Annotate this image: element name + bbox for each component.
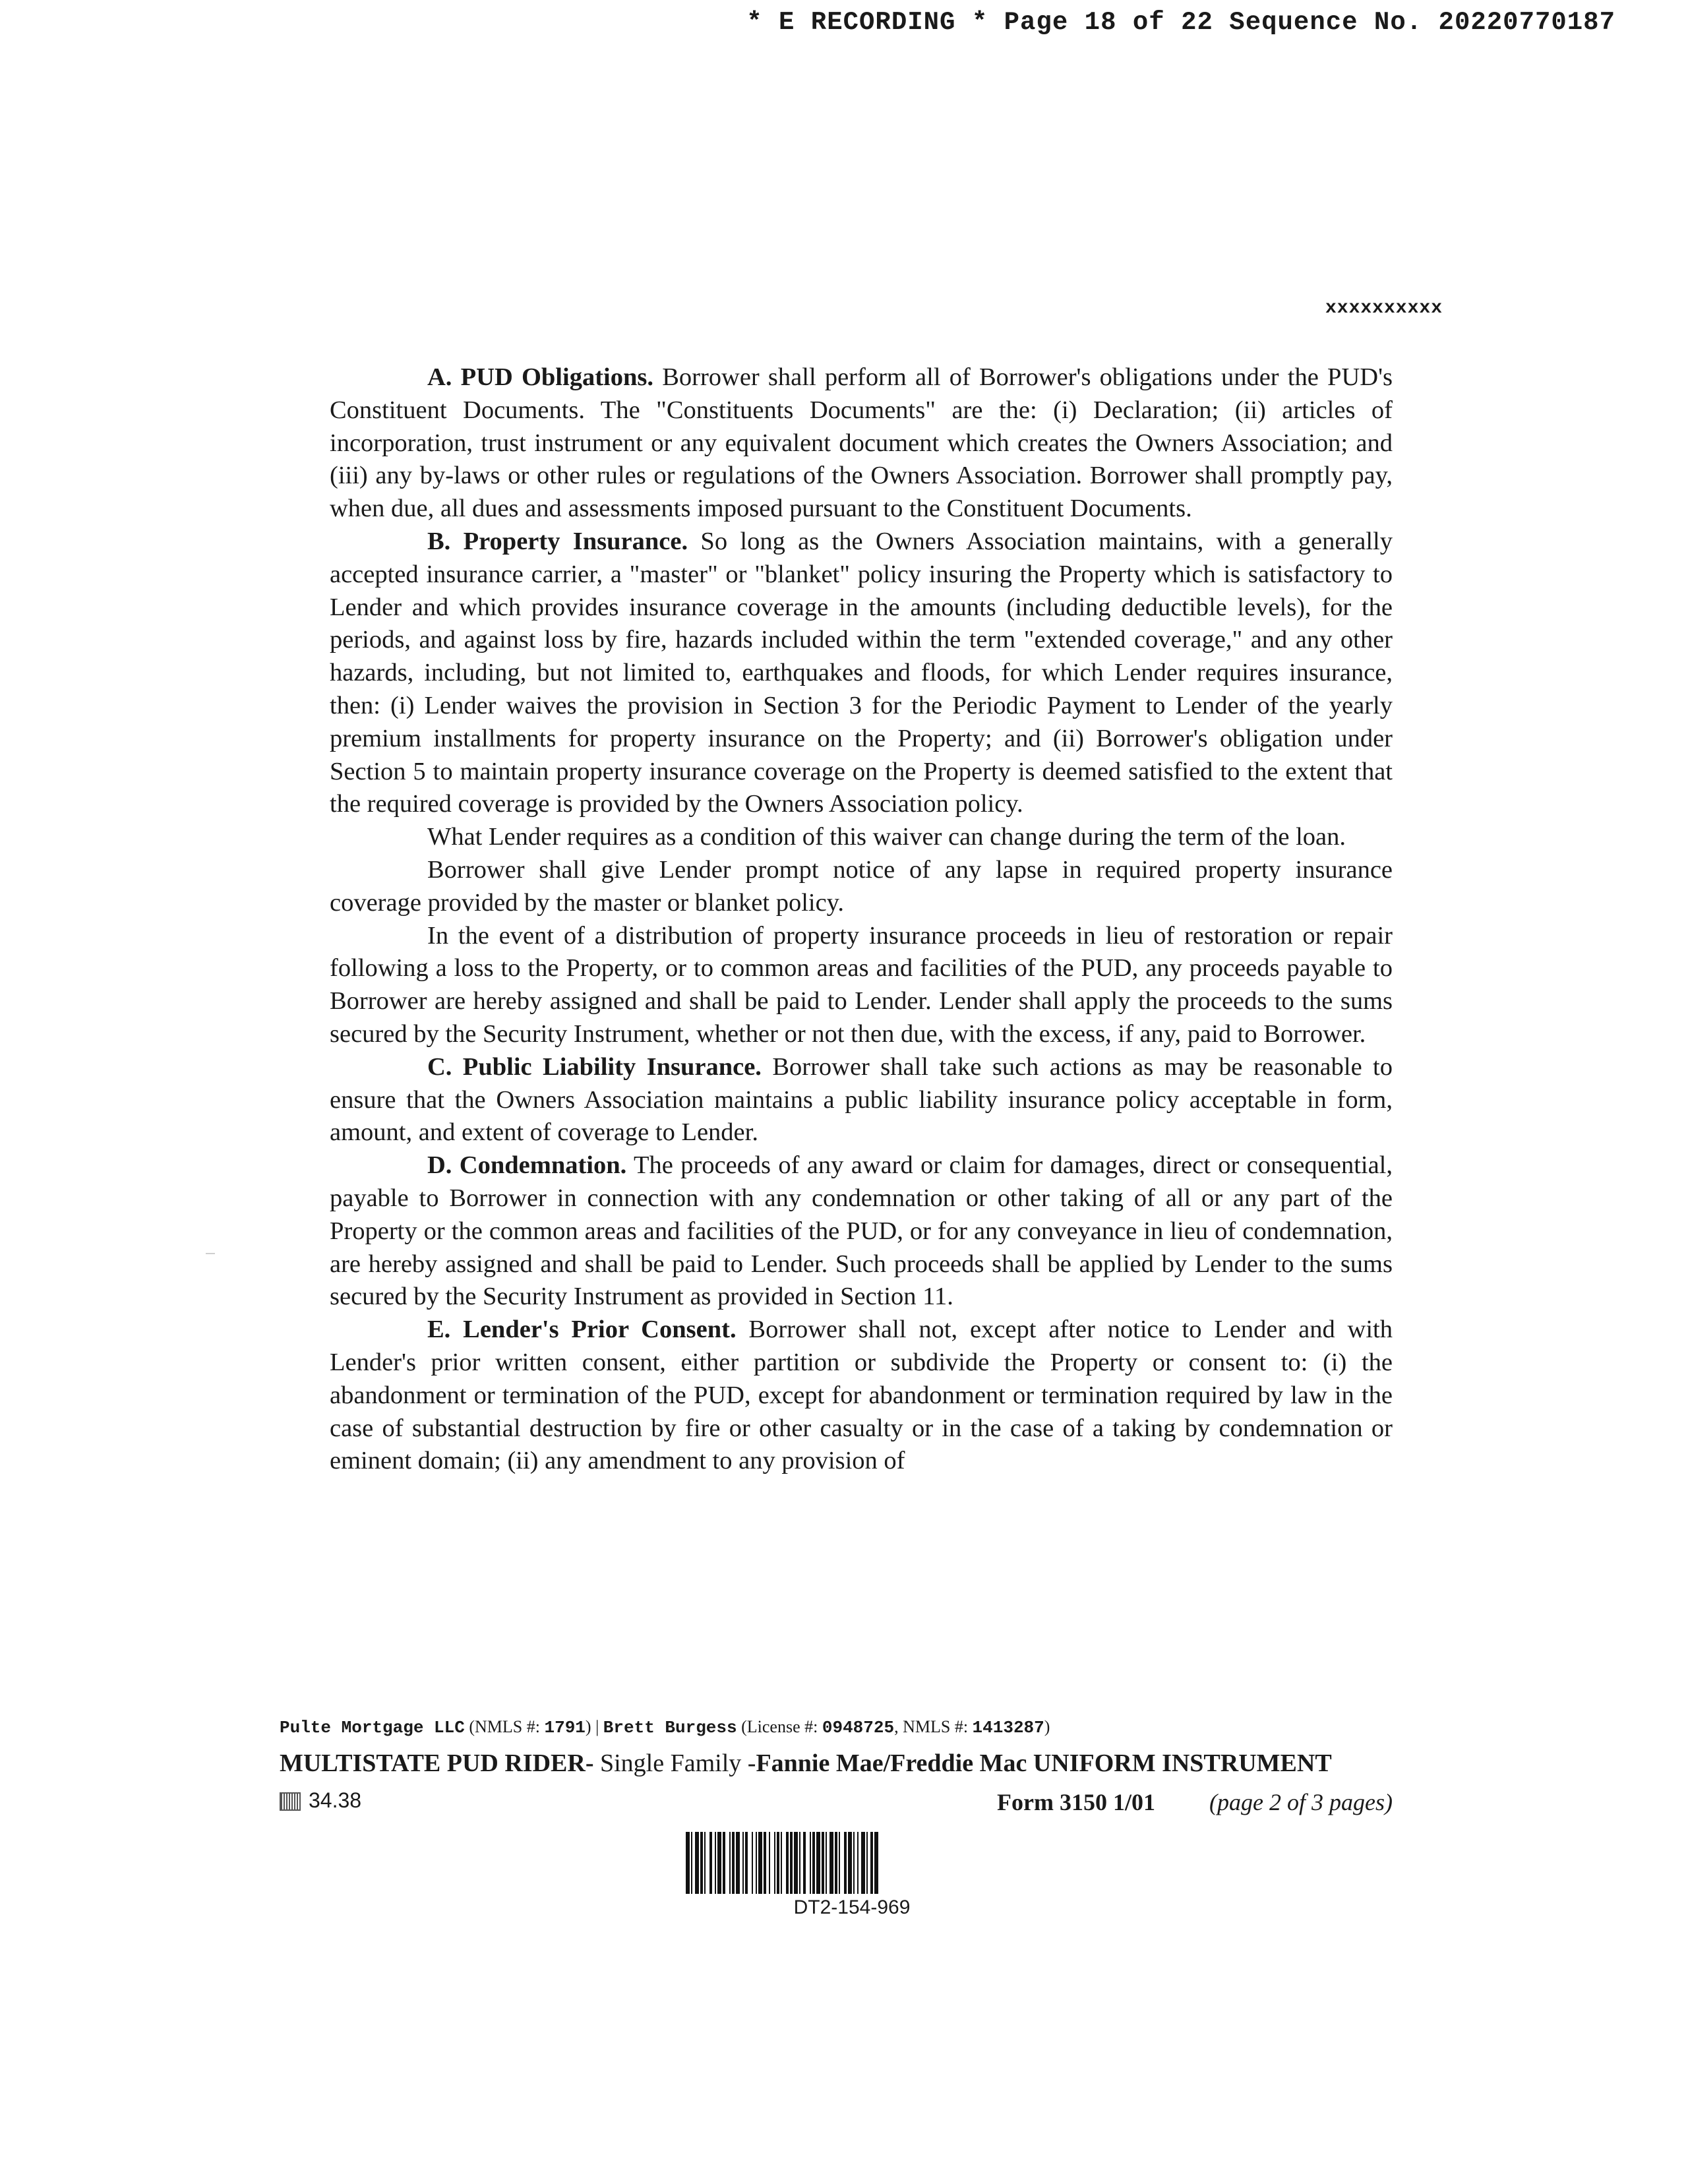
barcode-bar bbox=[756, 1832, 757, 1894]
section-text: Borrower shall not, except after notice to Lender and with Lender's prior written consent, either partition or subdivide the Property or consent to: (i) the abandonment or termination of the PUD, except for abandonment or termination required by law in the case of substantial destruction by fire or other casualty or in the case of a taking by condemnation or eminent domain; (ii) any amendment to any provision of bbox=[330, 1316, 1393, 1475]
footer-separator: ) | bbox=[585, 1717, 603, 1736]
barcode-bar bbox=[822, 1832, 824, 1894]
section-text: What Lender requires as a condition of this waiver can change during the term of the loan. bbox=[427, 823, 1346, 851]
barcode-bar bbox=[826, 1832, 827, 1894]
section-heading: D. Condemnation. bbox=[427, 1151, 627, 1180]
barcode-bar bbox=[769, 1832, 770, 1894]
barcode-bar bbox=[764, 1832, 766, 1894]
form-logo-icon bbox=[280, 1792, 301, 1811]
barcode-bar bbox=[844, 1832, 847, 1894]
rider-body bbox=[330, 361, 1393, 1478]
recording-header: * E RECORDING * Page 18 of 22 Sequence No. 20220770187 bbox=[746, 8, 1615, 37]
barcode-bar bbox=[752, 1832, 753, 1894]
barcode-bar bbox=[717, 1832, 721, 1894]
barcode-bar bbox=[812, 1832, 815, 1894]
barcode-icon bbox=[684, 1832, 1019, 1894]
originator-license-number: 0948725 bbox=[822, 1718, 895, 1738]
section-paragraph bbox=[330, 1149, 1393, 1314]
barcode-bar bbox=[874, 1832, 878, 1894]
form-number: Form 3150 1/01 bbox=[997, 1789, 1155, 1815]
barcode-bar bbox=[835, 1832, 837, 1894]
barcode-bar bbox=[781, 1832, 782, 1894]
barcode-bar bbox=[816, 1832, 820, 1894]
barcode-bar bbox=[695, 1832, 699, 1894]
footer-close-paren: ) bbox=[1044, 1717, 1050, 1736]
barcode-bar bbox=[729, 1832, 731, 1894]
section-text: In the event of a distribution of property insurance proceeds in lieu of restoration or repair following a loss to the Property, or to common areas and facilities of the PUD, any proceeds payable to Borrower are hereby assigned and shall be paid to Lender. Lender shall apply the proceeds to the sums secured by the Security Instrument, whether or not then due, with the excess, if any, paid to Borrower. bbox=[330, 921, 1393, 1048]
barcode-bar bbox=[861, 1832, 865, 1894]
barcode-bar bbox=[803, 1832, 806, 1894]
section-paragraph bbox=[330, 821, 1393, 854]
barcode-bar bbox=[736, 1832, 740, 1894]
section-paragraph bbox=[330, 920, 1393, 1051]
section-heading: E. Lender's Prior Consent. bbox=[427, 1316, 737, 1344]
section-heading: B. Property Insurance. bbox=[427, 527, 688, 555]
barcode-bar bbox=[700, 1832, 703, 1894]
section-text: Borrower shall give Lender prompt notice of any lapse in required property insurance coverage provided by the master or blanket policy. bbox=[330, 855, 1393, 917]
barcode-bar bbox=[732, 1832, 735, 1894]
loan-number-mask: xxxxxxxxxx bbox=[1325, 298, 1443, 318]
originator-license-label: (License #: bbox=[737, 1717, 822, 1736]
barcode-bar bbox=[799, 1832, 800, 1894]
barcode-bar bbox=[848, 1832, 852, 1894]
barcode-bar bbox=[686, 1832, 690, 1894]
barcode-bar bbox=[715, 1832, 716, 1894]
barcode-bar bbox=[758, 1832, 762, 1894]
form-title-bold-1: MULTISTATE PUD RIDER- bbox=[280, 1749, 594, 1777]
section-heading: A. PUD Obligations. bbox=[427, 363, 653, 391]
barcode-bar bbox=[786, 1832, 789, 1894]
barcode-bar bbox=[777, 1832, 779, 1894]
barcode-bar bbox=[723, 1832, 725, 1894]
barcode-bar bbox=[866, 1832, 868, 1894]
scan-artifact bbox=[206, 1253, 215, 1254]
barcode-bar bbox=[829, 1832, 833, 1894]
section-text: The proceeds of any award or claim for damages, direct or consequential, payable to Borrower in connection with any condemnation or other taking of all or any part of the Property or the common areas and facilities of the PUD, or for any conveyance in lieu of condemnation, are hereby assigned and shall be paid to Lender. Such proceeds shall be applied by Lender to the sums secured by the Security Instrument as provided in Section 11. bbox=[330, 1151, 1393, 1311]
section-paragraph bbox=[330, 361, 1393, 526]
lender-name: Pulte Mortgage LLC bbox=[280, 1718, 465, 1738]
barcode-bar bbox=[745, 1832, 748, 1894]
barcode-bar bbox=[742, 1832, 744, 1894]
originator-nmls-number: 1413287 bbox=[972, 1718, 1044, 1738]
section-text: So long as the Owners Association maintains, with a generally accepted insurance carrier, a "master" or "blanket" policy insuring the Property which is satisfactory to Lender and which provides insurance coverage in the amounts (including deductible levels), for the periods, and against loss by fire, hazards included within the term "extended coverage," and any other hazards, including, but not limited to, earthquakes and floods, for which Lender requires insurance, then: (i) Lender waives the provision in Section 3 for the Periodic Payment to Lender of the yearly premium installments for property insurance on the Property; and (ii) Borrower's obligation under Section 5 to maintain property insurance coverage on the Property is deemed satisfied to the extent that the required coverage is provided by the Owners Association policy. bbox=[330, 527, 1393, 818]
section-text: Borrower shall perform all of Borrower's obligations under the PUD's Constituent Documents. The "Constituents Documents" are the: (i) Declaration; (ii) articles of incorporation, trust instrument or any equivalent document which creates the Owners Association; and (iii) any by-laws or other rules or regulations of the Owners Association. Borrower shall promptly pay, when due, all dues and assessments imposed pursuant to the Constituent Documents. bbox=[330, 363, 1393, 523]
barcode-bar bbox=[794, 1832, 798, 1894]
form-title-bold-2: Fannie Mae/Freddie Mac UNIFORM INSTRUMENT bbox=[756, 1749, 1332, 1777]
section-paragraph bbox=[330, 1051, 1393, 1149]
barcode-bar bbox=[857, 1832, 859, 1894]
section-paragraph bbox=[330, 526, 1393, 821]
barcode-bar bbox=[810, 1832, 811, 1894]
barcode-bar bbox=[790, 1832, 793, 1894]
barcode-bar bbox=[691, 1832, 692, 1894]
barcode-label: DT2-154-969 bbox=[793, 1896, 911, 1918]
lender-nmls-number: 1791 bbox=[544, 1718, 586, 1738]
section-heading: C. Public Liability Insurance. bbox=[427, 1052, 762, 1081]
barcode-bar bbox=[774, 1832, 775, 1894]
section-paragraph bbox=[330, 1314, 1393, 1478]
form-title bbox=[280, 1749, 1332, 1778]
barcode-bar bbox=[853, 1832, 855, 1894]
barcode-bar bbox=[839, 1832, 840, 1894]
section-paragraph bbox=[330, 854, 1393, 920]
barcode-bar bbox=[709, 1832, 712, 1894]
form-code: 34.38 bbox=[309, 1788, 362, 1812]
barcode-bar bbox=[704, 1832, 706, 1894]
lender-nmls-label: (NMLS #: bbox=[464, 1717, 545, 1736]
lender-info-line bbox=[280, 1717, 1050, 1738]
barcode-bar bbox=[870, 1832, 873, 1894]
section-text: Borrower shall take such actions as may be reasonable to ensure that the Owners Association maintains a public liability insurance policy acceptable in form, amount, and extent of coverage to Lender. bbox=[330, 1052, 1393, 1147]
originator-name: Brett Burgess bbox=[603, 1718, 737, 1738]
originator-nmls-label: , NMLS #: bbox=[894, 1717, 973, 1736]
form-title-regular: Single Family - bbox=[593, 1749, 756, 1777]
form-info-row bbox=[280, 1788, 1435, 1820]
page-indicator: (page 2 of 3 pages) bbox=[1209, 1789, 1393, 1815]
